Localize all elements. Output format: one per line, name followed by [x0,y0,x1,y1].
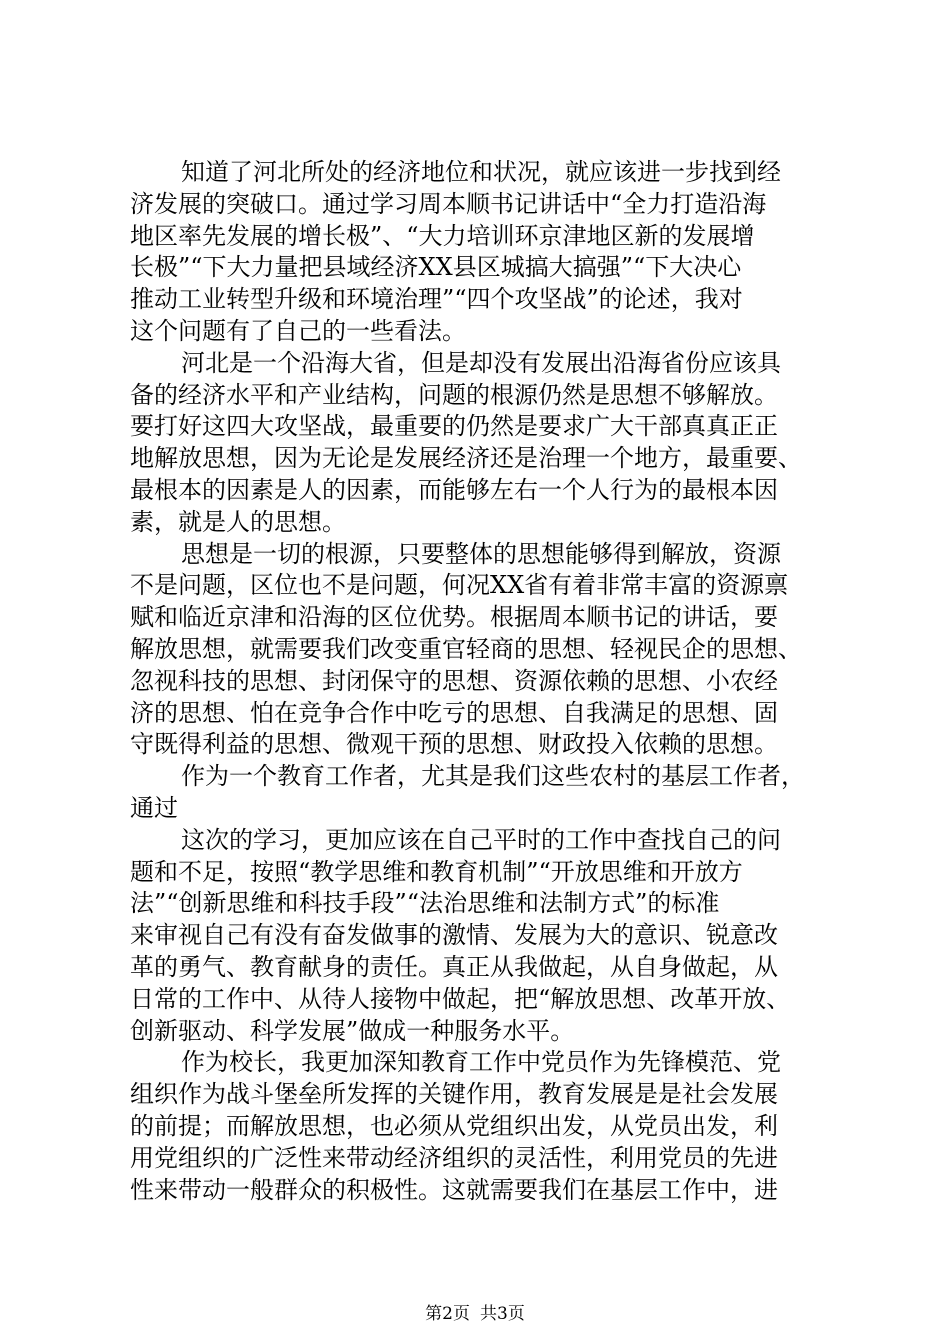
text-line: 作为一个教育工作者，尤其是我们这些农村的基层工作者， [181,762,805,791]
page-footer [0,1302,950,1326]
paragraph-root-of-thinking [130,539,842,762]
text-line: 解放思想，就需要我们改变重官轻商的思想、轻视民企的思想、 [130,634,802,663]
text-line: 这次的学习，更加应该在自己平时的工作中查找自己的问 [181,825,781,854]
paragraph-economic-breakthrough [130,157,842,348]
text-line: 河北是一个沿海大省，但是却没有发展出沿海省份应该具 [181,348,781,377]
text-line: 济的思想、怕在竞争合作中吃亏的思想、自我满足的思想、固 [130,698,778,727]
text-line: 性来带动一般群众的积极性。这就需要我们在基层工作中，进 [130,1175,778,1204]
text-line: 素，就是人的思想。 [130,507,346,536]
text-line: 用党组织的广泛性来带动经济组织的灵活性，利用党员的先进 [130,1143,778,1172]
text-line: 济发展的突破口。通过学习周本顺书记讲话中“全力打造沿海 [130,189,767,218]
text-line: 革的勇气、教育献身的责任。真正从我做起，从自身做起，从 [130,952,778,981]
page-total: 共3页 [480,1304,525,1324]
document-body [130,157,842,1206]
text-line: 赋和临近京津和沿海的区位优势。根据周本顺书记的讲话，要 [130,603,778,632]
text-line: 通过 [130,793,178,822]
text-line: 推动工业转型升级和环境治理”“四个攻坚战”的论述，我对 [130,285,743,314]
text-line: 作为校长，我更加深知教育工作中党员作为先锋模范、党 [181,1048,781,1077]
text-line: 思想是一切的根源，只要整体的思想能够得到解放，资源 [181,539,781,568]
text-line: 组织作为战斗堡垒所发挥的关键作用，教育发展是是社会发展 [130,1080,778,1109]
text-line: 要打好这四大攻坚战，最重要的仍然是要求广大干部真真正正 [130,412,778,441]
text-line: 法”“创新思维和科技手段”“法治思维和法制方式”的标准 [130,889,720,918]
paragraph-educator [130,761,842,825]
text-line: 这个问题有了自己的一些看法。 [130,316,466,345]
text-line: 备的经济水平和产业结构，问题的根源仍然是思想不够解放。 [130,380,778,409]
text-line: 来审视自己有没有奋发做事的激情、发展为大的意识、锐意改 [130,921,778,950]
text-line: 守既得利益的思想、微观干预的思想、财政投入依赖的思想。 [130,730,778,759]
text-line: 忽视科技的思想、封闭保守的思想、资源依赖的思想、小农经 [130,666,778,695]
paragraph-principal [130,1047,842,1206]
text-line: 知道了河北所处的经济地位和状况，就应该进一步找到经 [181,158,781,186]
text-line: 日常的工作中、从待人接物中做起，把“解放思想、改革开放、 [130,984,791,1013]
text-line: 地解放思想，因为无论是发展经济还是治理一个地方，最重要、 [130,444,802,473]
text-line: 最根本的因素是人的因素，而能够左右一个人行为的最根本因 [130,475,778,504]
paragraph-coastal-province [130,348,842,539]
text-line: 创新驱动、科学发展”做成一种服务水平。 [130,1016,575,1045]
page-number: 第2页 [425,1304,470,1324]
text-line: 不是问题，区位也不是问题，何况XX省有着非常丰富的资源禀 [130,571,789,600]
text-line: 题和不足，按照“教学思维和教育机制”“开放思维和开放方 [130,857,743,886]
paragraph-self-review [130,825,842,1048]
text-line: 的前提；而解放思想，也必须从党组织出发，从党员出发，利 [130,1111,778,1140]
text-line: 地区率先发展的增长极”、“大力培训环京津地区新的发展增 [130,221,755,250]
text-line: 长极”“下大力量把县域经济XX县区城搞大搞强”“下大决心 [130,253,742,282]
